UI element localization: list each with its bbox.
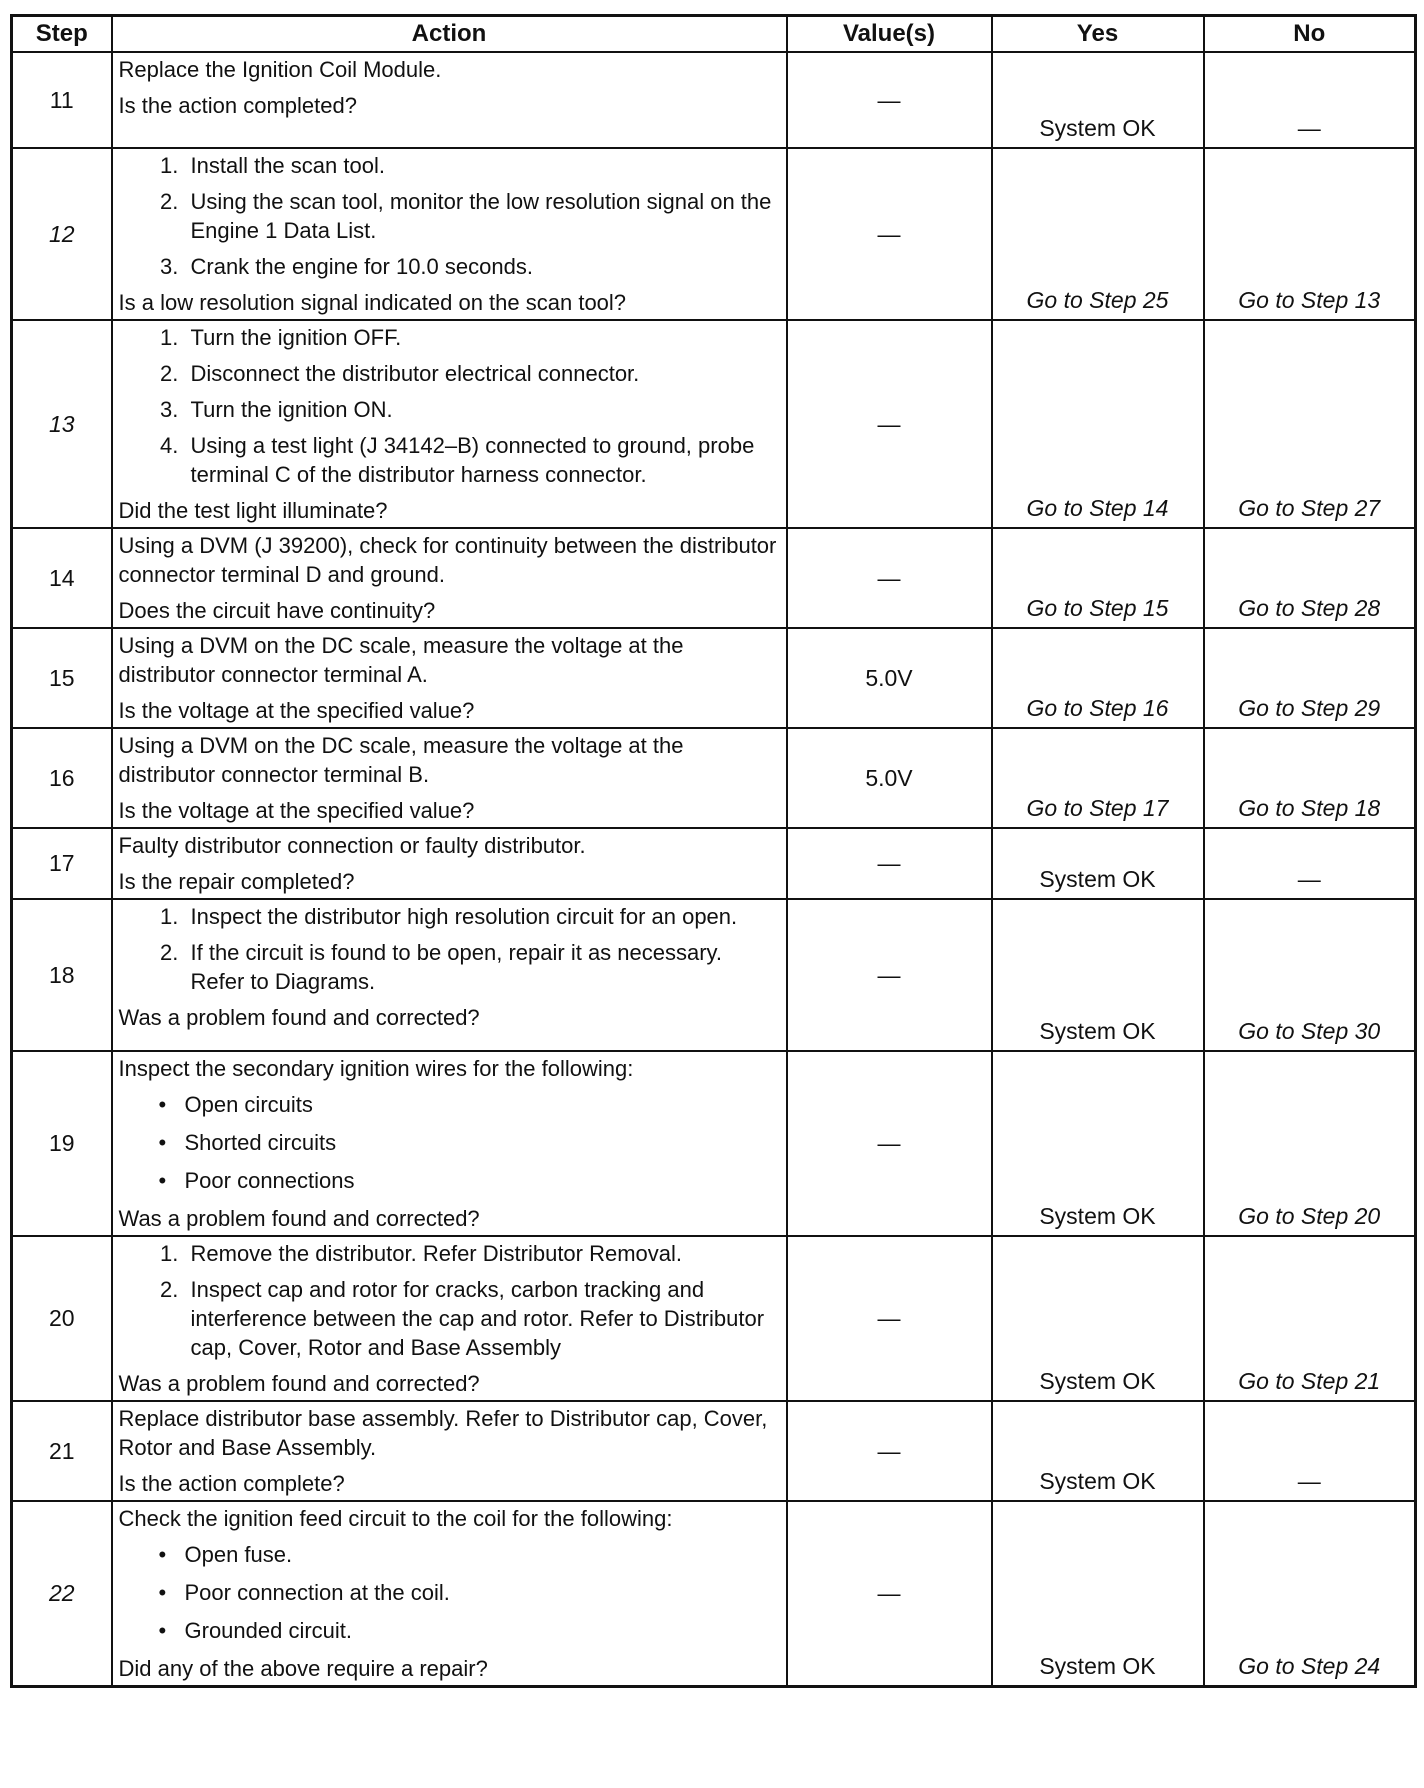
value-cell: —: [787, 828, 992, 899]
no-result: Go to Step 27: [1204, 320, 1416, 528]
yes-result: System OK: [992, 899, 1204, 1051]
action-question: Is the voltage at the specified value?: [118, 798, 475, 823]
action-cell: [112, 728, 787, 828]
value-cell: —: [787, 528, 992, 628]
action-cell: [112, 528, 787, 628]
action-question: Does the circuit have continuity?: [118, 598, 436, 623]
action-text: Check the ignition feed circuit to the coil for the following:: [118, 1506, 673, 1531]
value-cell: —: [787, 899, 992, 1051]
value-cell: —: [787, 148, 992, 320]
bullet-list: [119, 1090, 778, 1195]
numbered-list: [119, 323, 778, 489]
step-number: 12: [12, 148, 112, 320]
no-result: Go to Step 21: [1204, 1236, 1416, 1401]
table-row: [12, 728, 1416, 828]
list-item: 1. Inspect the distributor high resolution circuit for an open.: [185, 902, 778, 931]
list-item: 3. Crank the engine for 10.0 seconds.: [185, 252, 778, 281]
value-cell: —: [787, 1236, 992, 1401]
no-result: Go to Step 20: [1204, 1051, 1416, 1236]
list-item: 2. Disconnect the distributor electrical connector.: [185, 359, 778, 388]
table-row: [12, 828, 1416, 899]
list-item: • Open circuits: [185, 1090, 778, 1119]
list-item: 1. Remove the distributor. Refer Distributor Removal.: [185, 1239, 778, 1268]
no-result: Go to Step 30: [1204, 899, 1416, 1051]
action-question: Did any of the above require a repair?: [118, 1656, 488, 1681]
list-item: • Open fuse.: [185, 1540, 778, 1569]
action-question: Was a problem found and corrected?: [118, 1371, 480, 1396]
action-question: Was a problem found and corrected?: [118, 1005, 480, 1030]
table-row: [12, 148, 1416, 320]
no-result: Go to Step 13: [1204, 148, 1416, 320]
value-cell: —: [787, 1501, 992, 1687]
table-row: [12, 899, 1416, 1051]
step-number: 11: [12, 52, 112, 148]
list-item: 2. If the circuit is found to be open, repair it as necessary. Refer to Diagrams.: [185, 938, 778, 996]
step-number: 21: [12, 1401, 112, 1501]
yes-result: System OK: [992, 828, 1204, 899]
yes-result: System OK: [992, 1051, 1204, 1236]
value-cell: 5.0V: [787, 728, 992, 828]
no-result: —: [1204, 1401, 1416, 1501]
header-step: Step: [12, 16, 112, 53]
list-item: 4. Using a test light (J 34142–B) connected to ground, probe terminal C of the distributor harness connector.: [185, 431, 778, 489]
list-item: 2. Using the scan tool, monitor the low resolution signal on the Engine 1 Data List.: [185, 187, 778, 245]
action-question: Is the action complete?: [118, 1471, 345, 1496]
list-item: 2. Inspect cap and rotor for cracks, carbon tracking and interference between the cap and rotor. Refer to Distributor cap, Cover, Rotor and Base Assembly: [185, 1275, 778, 1362]
header-action: Action: [112, 16, 787, 53]
action-cell: [112, 52, 787, 148]
step-number: 17: [12, 828, 112, 899]
yes-result: System OK: [992, 1401, 1204, 1501]
yes-result: Go to Step 14: [992, 320, 1204, 528]
value-cell: 5.0V: [787, 628, 992, 728]
action-cell: [112, 320, 787, 528]
step-number: 16: [12, 728, 112, 828]
diagnostic-procedure-sheet: [10, 14, 1414, 1688]
action-question: Was a problem found and corrected?: [118, 1206, 480, 1231]
action-cell: [112, 628, 787, 728]
action-question: Is a low resolution signal indicated on the scan tool?: [118, 290, 627, 315]
table-body: [12, 52, 1416, 1687]
list-item: • Shorted circuits: [185, 1128, 778, 1157]
action-cell: [112, 1501, 787, 1687]
action-question: Is the repair completed?: [118, 869, 355, 894]
yes-result: System OK: [992, 1236, 1204, 1401]
table-row: [12, 320, 1416, 528]
action-text: Using a DVM on the DC scale, measure the voltage at the distributor connector terminal A.: [118, 633, 684, 687]
list-item: 1. Turn the ignition OFF.: [185, 323, 778, 352]
step-number: 19: [12, 1051, 112, 1236]
table-row: [12, 528, 1416, 628]
step-number: 15: [12, 628, 112, 728]
step-number: 22: [12, 1501, 112, 1687]
action-text: Using a DVM (J 39200), check for continuity between the distributor connector terminal D and ground.: [118, 533, 777, 587]
no-result: Go to Step 24: [1204, 1501, 1416, 1687]
no-result: Go to Step 29: [1204, 628, 1416, 728]
value-cell: —: [787, 52, 992, 148]
action-text: Replace the Ignition Coil Module.: [118, 57, 442, 82]
header-values: Value(s): [787, 16, 992, 53]
value-cell: —: [787, 320, 992, 528]
step-number: 20: [12, 1236, 112, 1401]
list-item: 1. Install the scan tool.: [185, 151, 778, 180]
yes-result: Go to Step 17: [992, 728, 1204, 828]
step-number: 13: [12, 320, 112, 528]
action-cell: [112, 1051, 787, 1236]
header-yes: Yes: [992, 16, 1204, 53]
yes-result: System OK: [992, 1501, 1204, 1687]
table-row: [12, 1051, 1416, 1236]
no-result: —: [1204, 52, 1416, 148]
table-row: [12, 1236, 1416, 1401]
action-text: Using a DVM on the DC scale, measure the voltage at the distributor connector terminal B.: [118, 733, 684, 787]
table-row: [12, 52, 1416, 148]
list-item: • Grounded circuit.: [185, 1616, 778, 1645]
table-row: [12, 628, 1416, 728]
no-result: Go to Step 18: [1204, 728, 1416, 828]
numbered-list: [119, 902, 778, 996]
step-number: 18: [12, 899, 112, 1051]
action-text: Replace distributor base assembly. Refer to Distributor cap, Cover, Rotor and Base Assembly.: [118, 1406, 768, 1460]
numbered-list: [119, 1239, 778, 1362]
action-cell: [112, 1236, 787, 1401]
yes-result: System OK: [992, 52, 1204, 148]
yes-result: Go to Step 16: [992, 628, 1204, 728]
header-row: [12, 16, 1416, 53]
bullet-list: [119, 1540, 778, 1645]
list-item: • Poor connections: [185, 1166, 778, 1195]
action-cell: [112, 828, 787, 899]
action-question: Did the test light illuminate?: [118, 498, 388, 523]
action-question: Is the action completed?: [118, 93, 357, 118]
numbered-list: [119, 151, 778, 281]
value-cell: —: [787, 1401, 992, 1501]
no-result: —: [1204, 828, 1416, 899]
table-row: [12, 1401, 1416, 1501]
list-item: 3. Turn the ignition ON.: [185, 395, 778, 424]
value-cell: —: [787, 1051, 992, 1236]
action-cell: [112, 899, 787, 1051]
header-no: No: [1204, 16, 1416, 53]
action-text: Inspect the secondary ignition wires for the following:: [118, 1056, 634, 1081]
diagnostic-table: [10, 14, 1417, 1688]
list-item: • Poor connection at the coil.: [185, 1578, 778, 1607]
yes-result: Go to Step 25: [992, 148, 1204, 320]
action-question: Is the voltage at the specified value?: [118, 698, 475, 723]
table-row: [12, 1501, 1416, 1687]
yes-result: Go to Step 15: [992, 528, 1204, 628]
action-text: Faulty distributor connection or faulty distributor.: [118, 833, 586, 858]
no-result: Go to Step 28: [1204, 528, 1416, 628]
step-number: 14: [12, 528, 112, 628]
action-cell: [112, 148, 787, 320]
action-cell: [112, 1401, 787, 1501]
